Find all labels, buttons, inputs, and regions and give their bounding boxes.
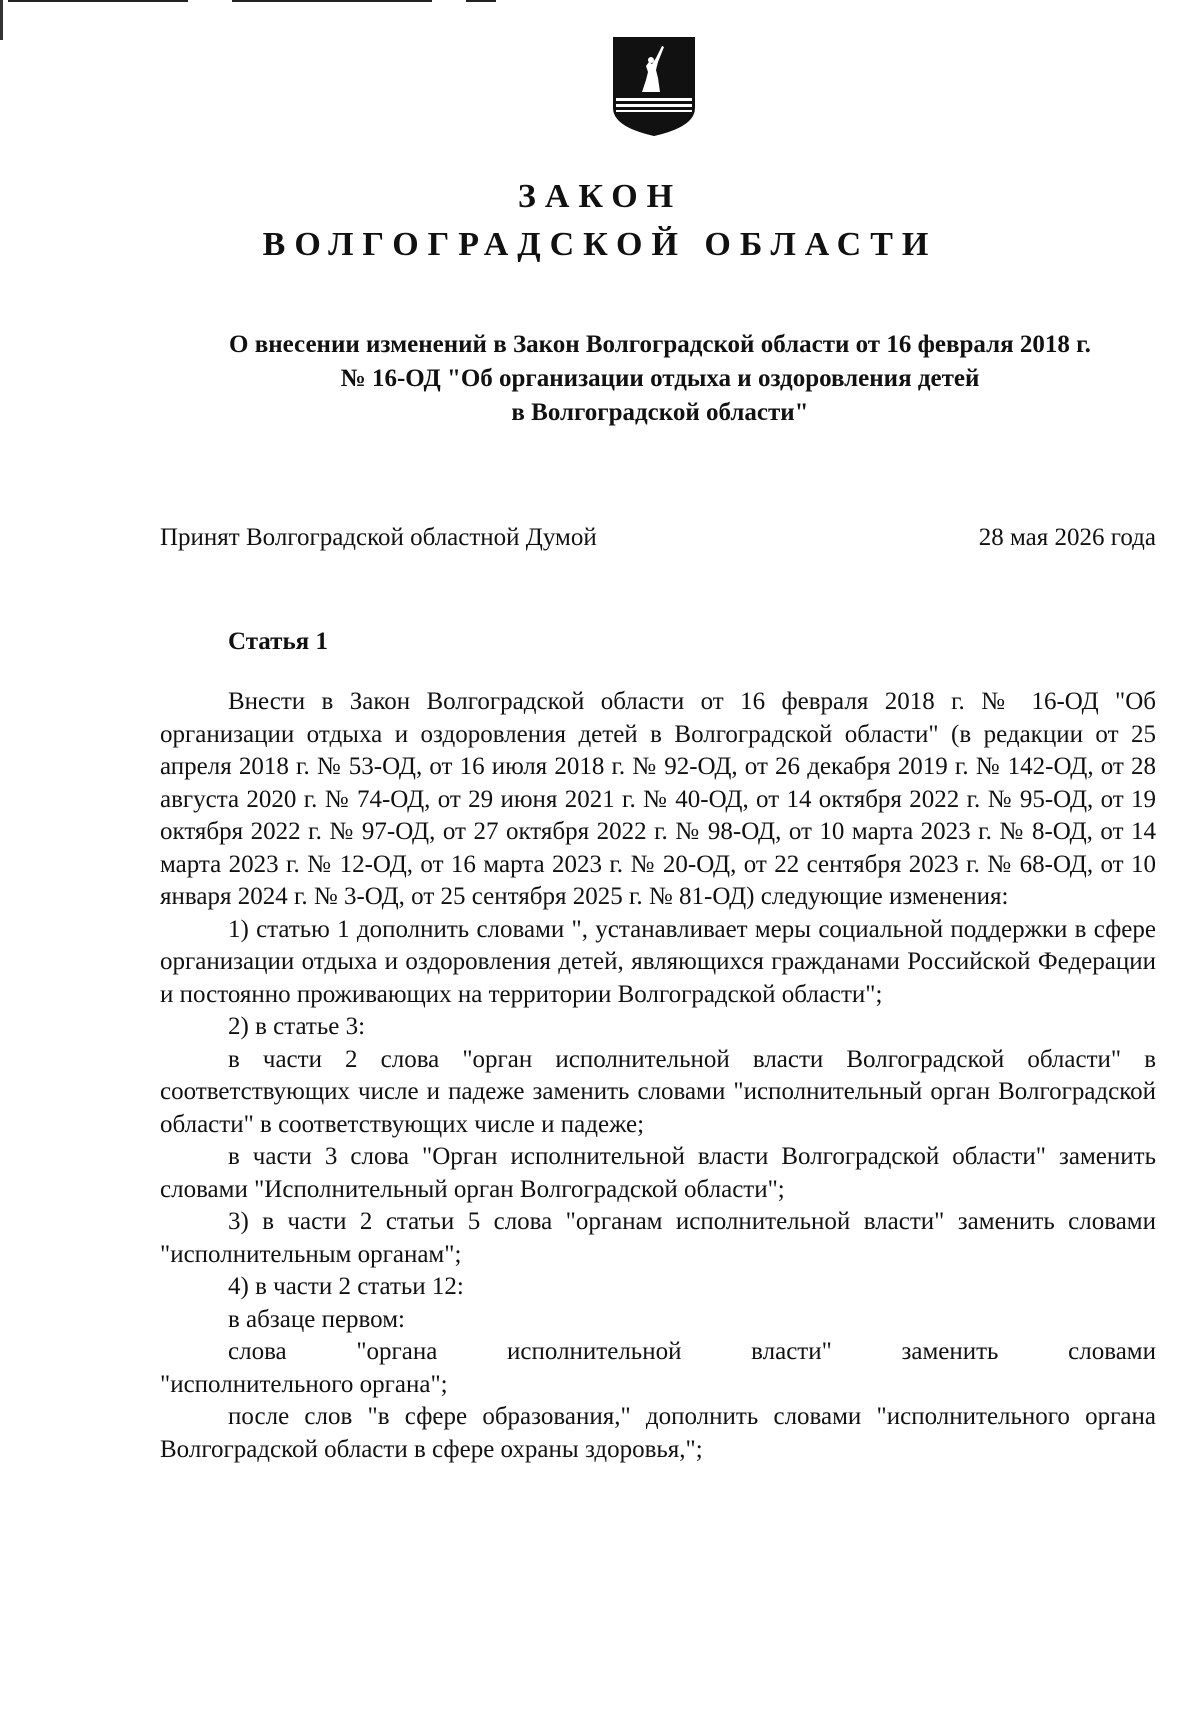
adoption-row [160, 524, 1156, 552]
scan-edge-mark [0, 0, 3, 40]
article-paragraph: 2) в статье 3: [228, 1013, 366, 1040]
article-title: Статья 1 [228, 628, 328, 655]
article-paragraph: после слов "в сфере образования," дополнить словами "исполнительного органа Волгоградской области в сфере охраны здоровья,"; [160, 1403, 1156, 1463]
subject-line: О внесении изменений в Закон Волгоградской области от 16 февраля 2018 г. [229, 331, 1091, 358]
subject-line: № 16-ОД "Об организации отдыха и оздоровления детей [340, 365, 980, 392]
scan-top-line [232, 0, 432, 2]
article-paragraph: "исполнительного органа"; [160, 1370, 448, 1398]
article-paragraph: 1) статью 1 дополнить словами ", устанавливает меры социальной поддержки в сфере организации отдыха и оздоровления детей, являющихся гражданами Российской Федерации и постоянно проживающих на территории Волгоградской области"; [160, 915, 1156, 1008]
article-paragraph: в абзаце первом: [228, 1305, 405, 1333]
volgograd-coat-of-arms-icon [612, 36, 696, 136]
law-subject [160, 328, 1160, 430]
law-title: ЗАКОН [517, 178, 683, 215]
article-body [160, 686, 1156, 1466]
scan-top-line [466, 0, 496, 2]
article-paragraph: в части 3 слова "Орган исполнительной власти Волгоградской области" заменить словами "Исполнительный орган Волгоградской области"; [160, 1143, 1156, 1203]
scan-top-line [8, 0, 188, 2]
article-paragraph: слова "органа исполнительной власти" заменить словами [228, 1338, 1156, 1365]
article-paragraph: в части 2 слова "орган исполнительной власти Волгоградской области" в соответствующих числе и падеже заменить словами "исполнительный орган Волгоградской области" в соответствующих числе и падеже; [160, 1045, 1156, 1138]
adoption-date: 28 мая 2026 года [978, 524, 1156, 551]
article-paragraph: 4) в части 2 статьи 12: [228, 1273, 464, 1300]
region-title: ВОЛГОГРАДСКОЙ ОБЛАСТИ [262, 226, 938, 263]
article-paragraph: 3) в части 2 статьи 5 слова "органам исполнительной власти" заменить словами "исполнительным органам"; [160, 1208, 1156, 1268]
adopted-by: Принят Волгоградской областной Думой [160, 524, 597, 551]
subject-line: в Волгоградской области" [511, 399, 809, 426]
article-paragraph: Внести в Закон Волгоградской области от 16 февраля 2018 г. № 16-ОД "Об организации отдыха и оздоровления детей в Волгоградской области" (в редакции от 25 апреля 2018 г. № 53-ОД, от 16 июля 2018 г. № 92-ОД, от 26 декабря 2019 г. № 142-ОД, от 28 августа 2020 г. № 74-ОД, от 29 июня 2021 г. № 40-ОД, от 14 октября 2022 г. № 95-ОД, от 19 октября 2022 г. № 97-ОД, от 27 октября 2022 г. № 98-ОД, от 10 марта 2023 г. № 8-ОД, от 14 марта 2023 г. № 12-ОД, от 16 марта 2023 г. № 20-ОД, от 22 сентября 2023 г. № 68-ОД, от 10 января 2024 г. № 3-ОД, от 25 сентября 2025 г. № 81-ОД) следующие изменения: [160, 688, 1156, 910]
